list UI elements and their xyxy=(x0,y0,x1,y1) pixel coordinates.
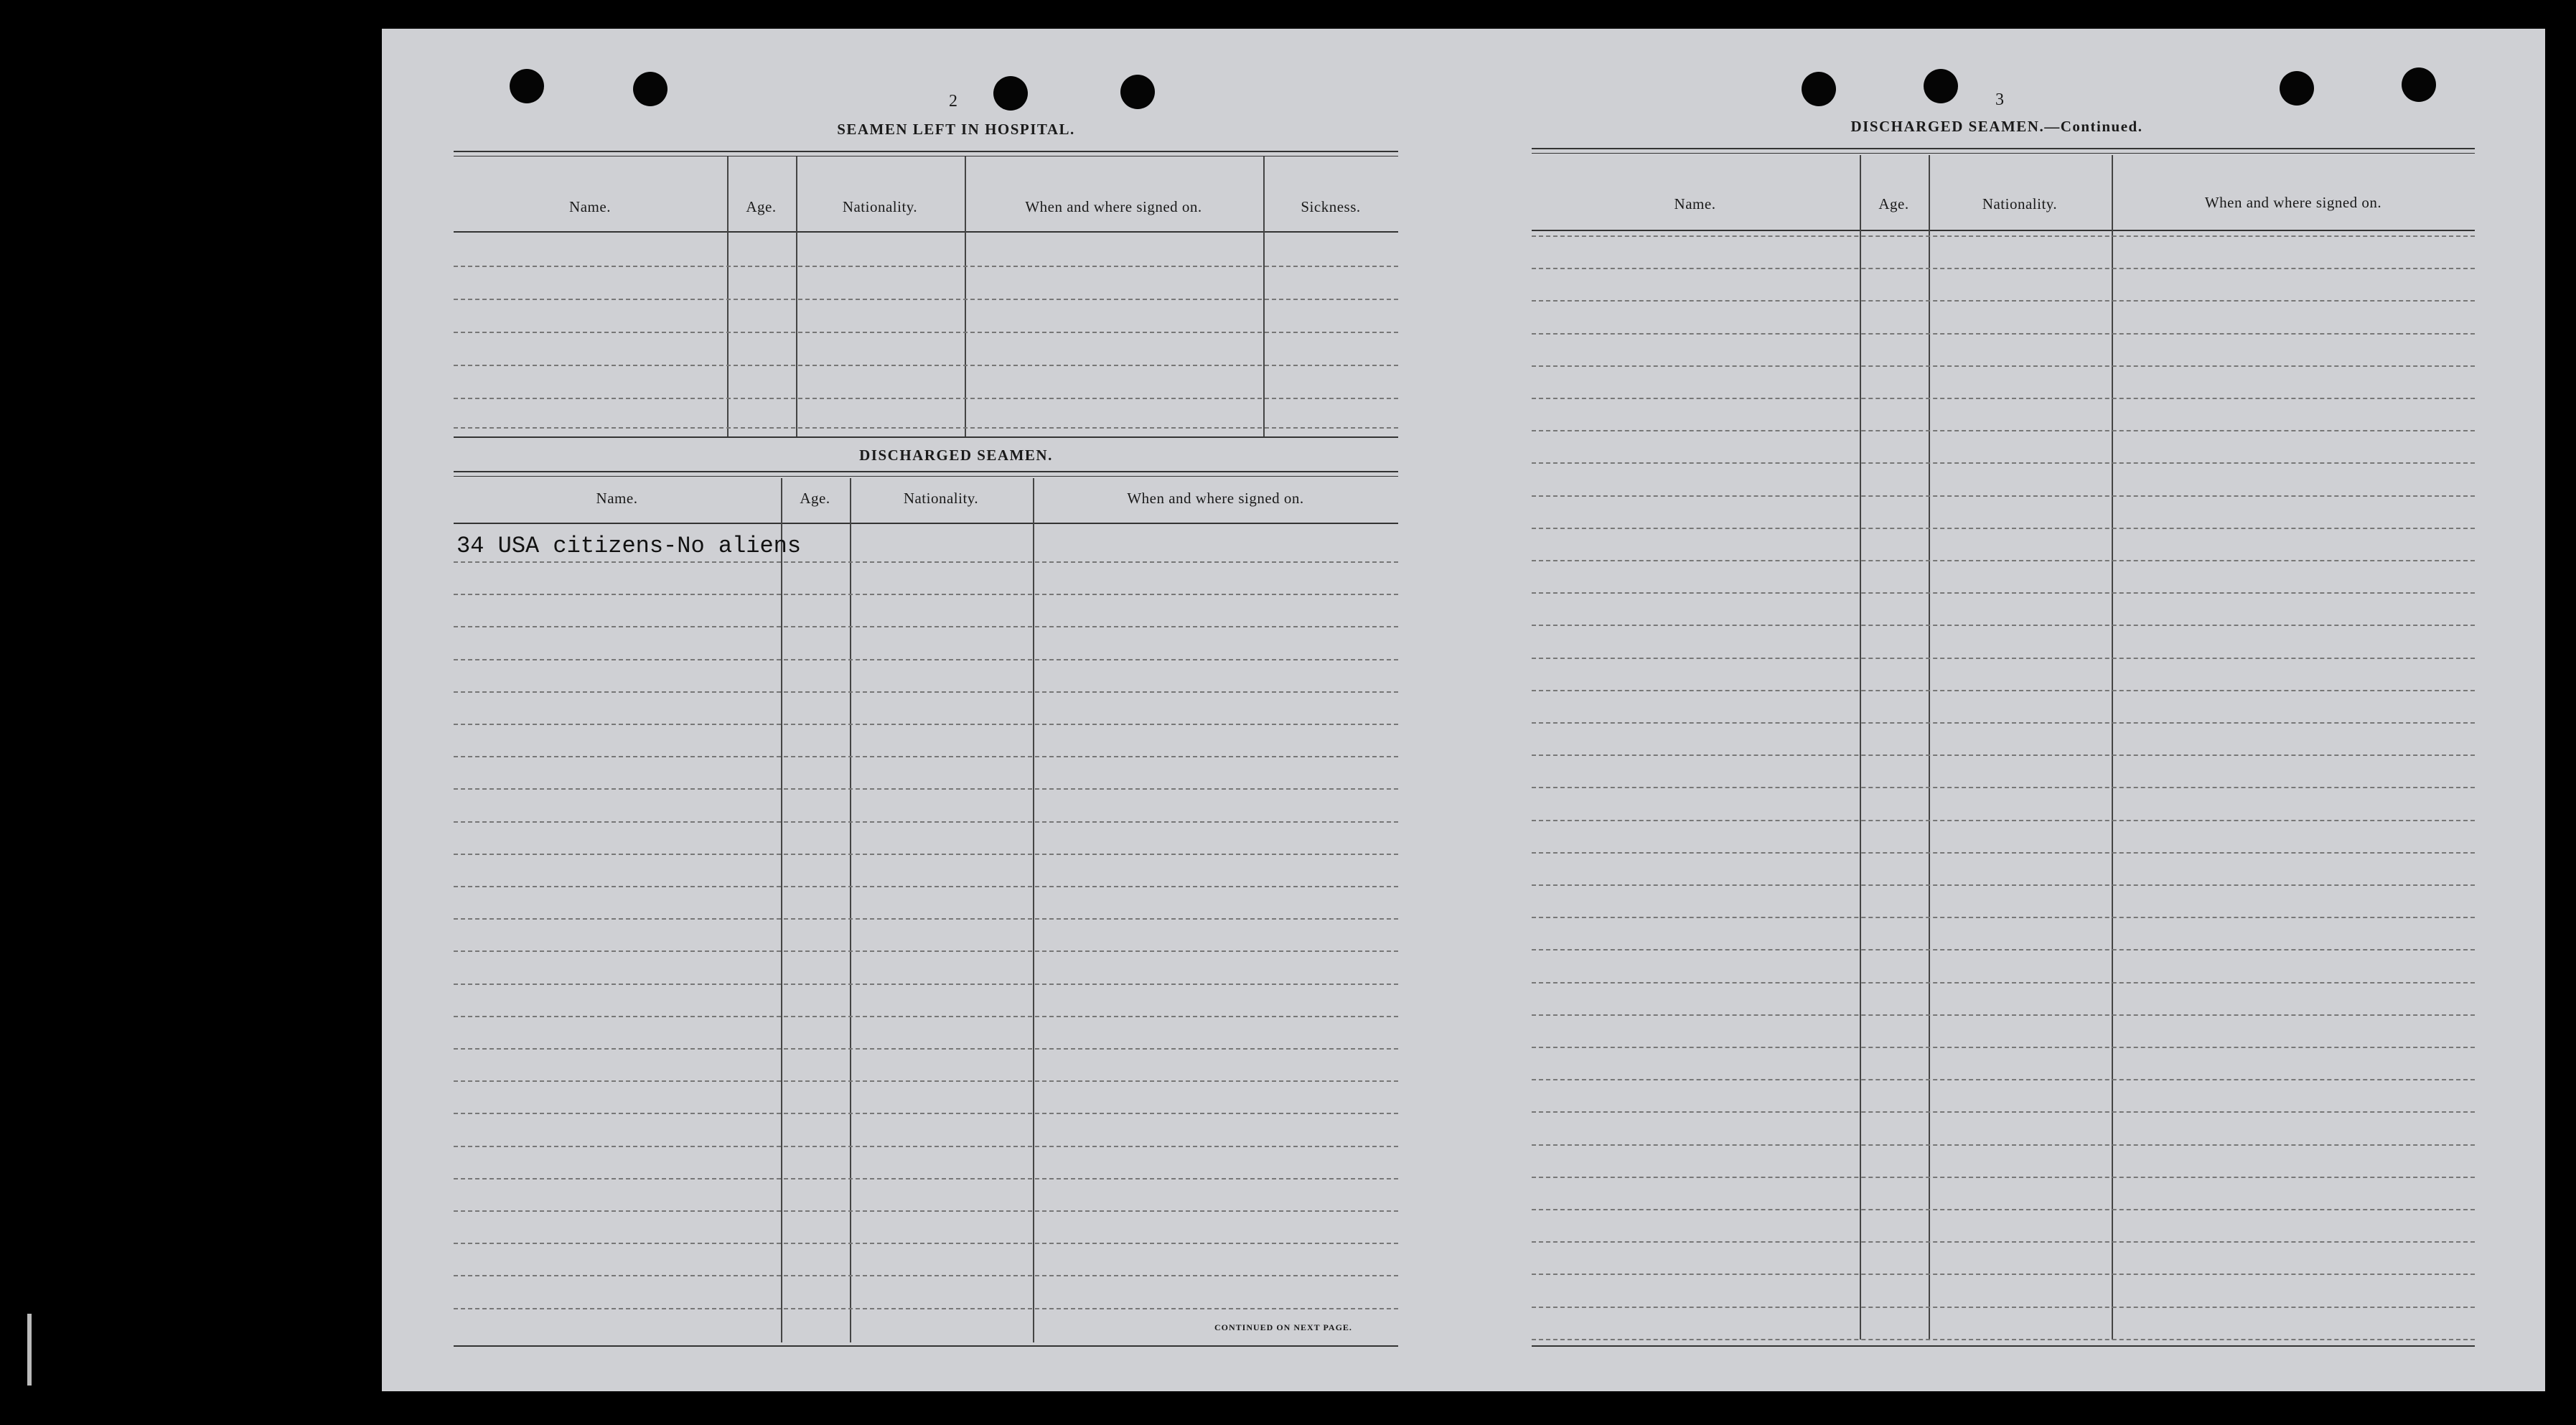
ruled-row-line xyxy=(454,1048,1398,1050)
hospital-row-line xyxy=(454,266,1398,267)
ruled-row-line xyxy=(454,594,1398,595)
discharged-divider xyxy=(1033,478,1034,1342)
ruled-row-line xyxy=(1532,1177,2475,1178)
hospital-top-rule xyxy=(454,151,1398,156)
ruled-row-line xyxy=(1532,462,2475,464)
hospital-divider xyxy=(965,156,966,436)
ruled-row-line xyxy=(454,1178,1398,1179)
hospital-row-line xyxy=(454,299,1398,300)
ruled-row-line xyxy=(454,1275,1398,1276)
discharged-divider xyxy=(781,478,782,1342)
ruled-row-line xyxy=(1532,1111,2475,1113)
ruled-row-line xyxy=(454,788,1398,790)
ruled-row-line xyxy=(1532,625,2475,626)
hospital-col-signed-on: When and where signed on. xyxy=(1025,198,1202,215)
ruled-row-line xyxy=(1532,884,2475,886)
punch-hole xyxy=(1924,69,1958,103)
ruled-row-line xyxy=(1532,592,2475,594)
ruled-row-line xyxy=(1532,722,2475,724)
punch-hole xyxy=(633,72,668,106)
right-col-signed-on: When and where signed on. xyxy=(2204,194,2382,211)
ruled-row-line xyxy=(1532,365,2475,367)
ruled-row-line xyxy=(1532,787,2475,788)
discharged-top-rule xyxy=(454,471,1398,477)
ruled-row-line xyxy=(1532,852,2475,854)
hospital-header-rule xyxy=(454,231,1398,233)
ruled-row-line xyxy=(1532,1014,2475,1016)
ruled-row-line xyxy=(1532,1209,2475,1210)
ledger-sheet xyxy=(382,29,2545,1391)
right-col-age: Age. xyxy=(1878,195,1909,212)
spine-edge xyxy=(27,1314,32,1386)
hospital-divider xyxy=(1263,156,1265,436)
punch-hole xyxy=(1120,75,1155,109)
ruled-row-line xyxy=(1532,1079,2475,1080)
ruled-row-line xyxy=(454,626,1398,627)
ruled-row-line xyxy=(1532,1307,2475,1308)
ruled-row-line xyxy=(1532,268,2475,269)
ruled-row-line xyxy=(454,1210,1398,1212)
left-page-number: 2 xyxy=(949,92,957,111)
ruled-row-line xyxy=(454,1080,1398,1082)
hospital-divider xyxy=(796,156,797,436)
ruled-row-line xyxy=(454,756,1398,757)
hospital-divider xyxy=(727,156,729,436)
ruled-row-line xyxy=(454,918,1398,920)
discharged-col-nationality: Nationality. xyxy=(903,490,979,507)
ruled-row-line xyxy=(1532,982,2475,984)
right-header-rule xyxy=(1532,230,2475,231)
discharged-bottom-rule xyxy=(454,1345,1398,1347)
discharged-section-title: DISCHARGED SEAMEN. xyxy=(859,447,1053,464)
right-top-rule xyxy=(1532,148,2475,154)
ruled-row-line xyxy=(454,821,1398,823)
ruled-row-line xyxy=(454,1308,1398,1309)
hospital-row-line xyxy=(454,427,1398,429)
ruled-row-line xyxy=(1532,495,2475,497)
ruled-row-line xyxy=(454,1016,1398,1017)
ruled-row-line xyxy=(1532,1339,2475,1340)
hospital-row-line xyxy=(454,332,1398,333)
ruled-row-line xyxy=(1532,333,2475,335)
ruled-row-line xyxy=(454,950,1398,952)
right-col-name: Name. xyxy=(1674,195,1716,212)
ruled-row-line xyxy=(1532,658,2475,659)
punch-hole xyxy=(2402,67,2436,102)
hospital-col-sickness: Sickness. xyxy=(1301,198,1361,215)
ruled-row-line xyxy=(454,1146,1398,1147)
punch-hole xyxy=(1802,72,1836,106)
ruled-row-line xyxy=(1532,235,2475,237)
ruled-row-line xyxy=(1532,1274,2475,1275)
continued-note: CONTINUED ON NEXT PAGE. xyxy=(1214,1322,1352,1332)
right-section-title: DISCHARGED SEAMEN.—Continued. xyxy=(1850,118,2143,135)
punch-hole xyxy=(510,69,544,103)
typed-entry: 34 USA citizens-No aliens xyxy=(456,533,802,559)
ruled-row-line xyxy=(1532,917,2475,918)
ruled-row-line xyxy=(1532,430,2475,431)
discharged-header-rule xyxy=(454,523,1398,524)
ruled-row-line xyxy=(1532,300,2475,302)
discharged-col-name: Name. xyxy=(596,490,638,507)
ruled-row-line xyxy=(1532,1241,2475,1243)
hospital-row-line xyxy=(454,398,1398,399)
ruled-row-line xyxy=(454,561,1398,563)
ruled-row-line xyxy=(1532,949,2475,950)
ruled-row-line xyxy=(1532,398,2475,399)
ruled-row-line xyxy=(1532,754,2475,756)
discharged-divider xyxy=(850,478,851,1342)
ruled-row-line xyxy=(1532,1047,2475,1048)
ruled-row-line xyxy=(454,886,1398,887)
hospital-section-title: SEAMEN LEFT IN HOSPITAL. xyxy=(837,121,1075,138)
punch-hole xyxy=(993,76,1028,111)
ruled-row-line xyxy=(1532,1144,2475,1146)
right-bottom-rule xyxy=(1532,1345,2475,1347)
ruled-row-line xyxy=(454,1113,1398,1114)
hospital-bottom-rule xyxy=(454,436,1398,438)
discharged-col-signed-on: When and where signed on. xyxy=(1127,490,1304,507)
hospital-row-line xyxy=(454,365,1398,366)
ruled-row-line xyxy=(454,1243,1398,1244)
hospital-col-age: Age. xyxy=(746,198,777,215)
punch-hole xyxy=(2280,71,2314,106)
ruled-row-line xyxy=(454,984,1398,985)
ruled-row-line xyxy=(454,691,1398,693)
right-col-nationality: Nationality. xyxy=(1982,195,2058,212)
ruled-row-line xyxy=(454,724,1398,725)
ruled-row-line xyxy=(454,659,1398,660)
hospital-col-nationality: Nationality. xyxy=(842,198,918,215)
ruled-row-line xyxy=(1532,690,2475,691)
ruled-row-line xyxy=(1532,820,2475,821)
discharged-col-age: Age. xyxy=(800,490,830,507)
ruled-row-line xyxy=(454,854,1398,855)
hospital-col-name: Name. xyxy=(569,198,611,215)
ruled-row-line xyxy=(1532,560,2475,561)
right-page-number: 3 xyxy=(1995,90,2004,109)
ruled-row-line xyxy=(1532,528,2475,529)
